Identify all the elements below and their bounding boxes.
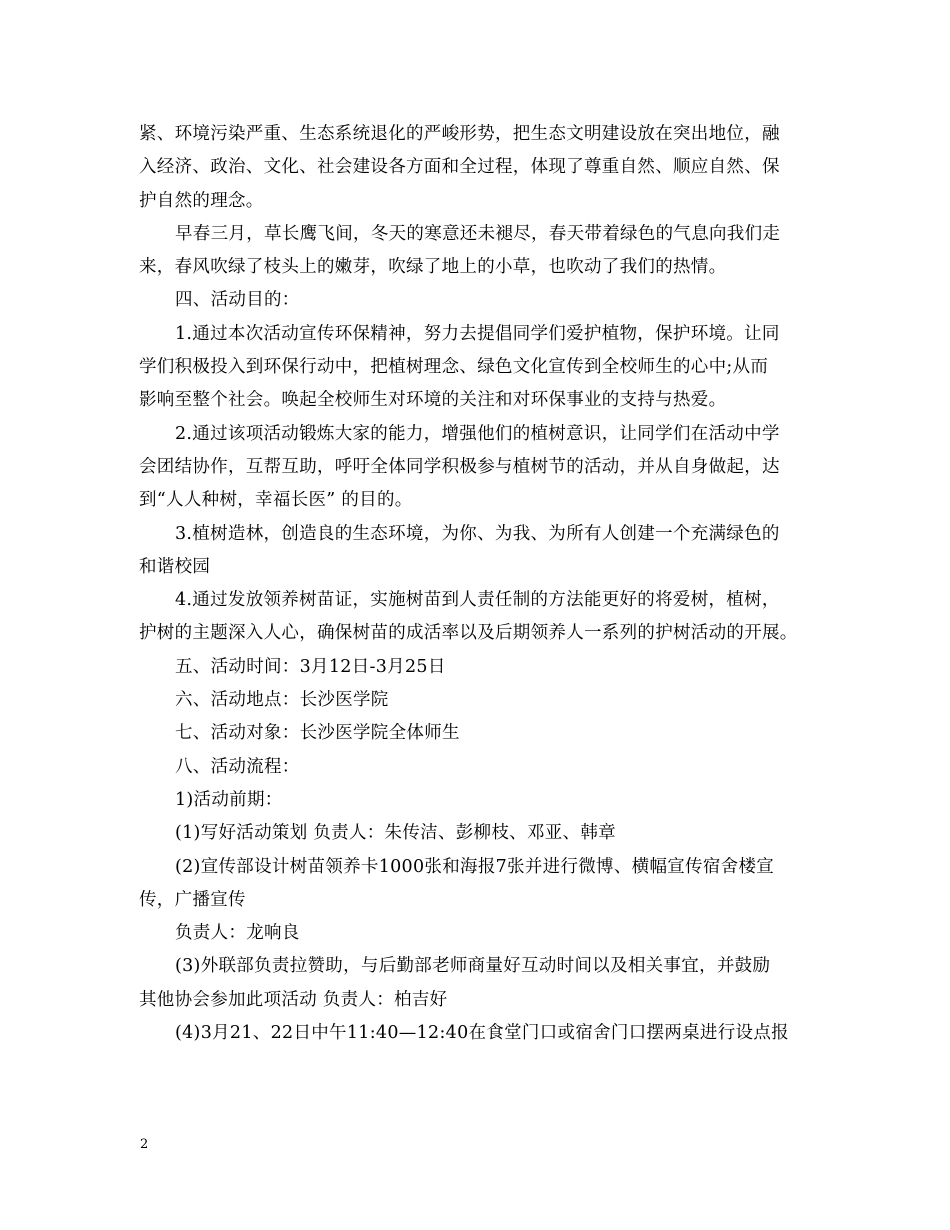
text-line: 1.通过本次活动宣传环保精神，努力去提倡同学们爱护植物，保护环境。让同 — [175, 323, 780, 344]
text-line: 影响至整个社会。唤起全校师生对环境的关注和对环保事业的支持与热爱。 — [139, 390, 727, 411]
text-line: (1)写好活动策划 负责人：朱传洁、彭柳枝、邓亚、韩章 — [175, 823, 616, 844]
text-line: 来，春风吹绿了枝头上的嫩芽，吹绿了地上的小草，也吹动了我们的热情。 — [139, 257, 727, 278]
text-line: 4.通过发放领养树苗证，实施树苗到人责任制的方法能更好的将爱树，植树， — [175, 590, 780, 611]
text-line: 紧、环境污染严重、生态系统退化的严峻形势，把生态文明建设放在突出地位，融 — [139, 124, 780, 144]
text-line: 五、活动时间：3月12日-3月25日 — [175, 656, 446, 677]
document-body — [139, 118, 829, 1050]
page-number: 2 — [140, 1137, 149, 1152]
text-line: 负责人：龙响良 — [175, 923, 300, 944]
text-line: 七、活动对象：长沙医学院全体师生 — [175, 723, 460, 744]
text-line: 护树的主题深入人心，确保树苗的成活率以及后期领养人一系列的护树活动的开展。 — [139, 623, 798, 644]
text-line: 其他协会参加此项活动 负责人：柏吉好 — [139, 989, 448, 1010]
text-line: 六、活动地点：长沙医学院 — [175, 690, 389, 711]
text-line: 2.通过该项活动锻炼大家的能力，增强他们的植树意识，让同学们在活动中学 — [175, 423, 780, 444]
text-line: (3)外联部负责拉赞助，与后勤部老师商量好互动时间以及相关事宜，并鼓励 — [175, 956, 771, 977]
text-line: 1)活动前期： — [175, 789, 283, 810]
text-line: 会团结协作，互帮互助，呼吁全体同学积极参与植树节的活动，并从自身做起，达 — [139, 456, 780, 477]
text-line: 八、活动流程： — [175, 756, 300, 777]
text-line: 护自然的理念。 — [139, 190, 264, 211]
text-line: 和谐校园 — [139, 556, 211, 577]
text-line: 到“人人种树，幸福长医” 的目的。 — [139, 490, 413, 511]
text-line: 早春三月，草长鹰飞间，冬天的寒意还未褪尽，春天带着绿色的气息向我们走 — [175, 223, 781, 244]
text-line: 入经济、政治、文化、社会建设各方面和全过程，体现了尊重自然、顺应自然、保 — [139, 157, 780, 178]
text-line: 学们积极投入到环保行动中，把植树理念、绿色文化宣传到全校师生的心中;从而 — [139, 357, 769, 378]
text-line: 传，广播宣传 — [139, 889, 246, 910]
text-line: 3.植树造林，创造良的生态环境，为你、为我、为所有人创建一个充满绿色的 — [175, 523, 780, 544]
text-line: (4)3月21、22日中午11:40—12:40在食堂门口或宿舍门口摆两桌进行设点报 — [175, 1023, 789, 1044]
text-line: 四、活动目的： — [175, 290, 300, 311]
text-line: (2)宣传部设计树苗领养卡1000张和海报7张并进行微博、横幅宣传宿舍楼宣 — [175, 856, 775, 877]
